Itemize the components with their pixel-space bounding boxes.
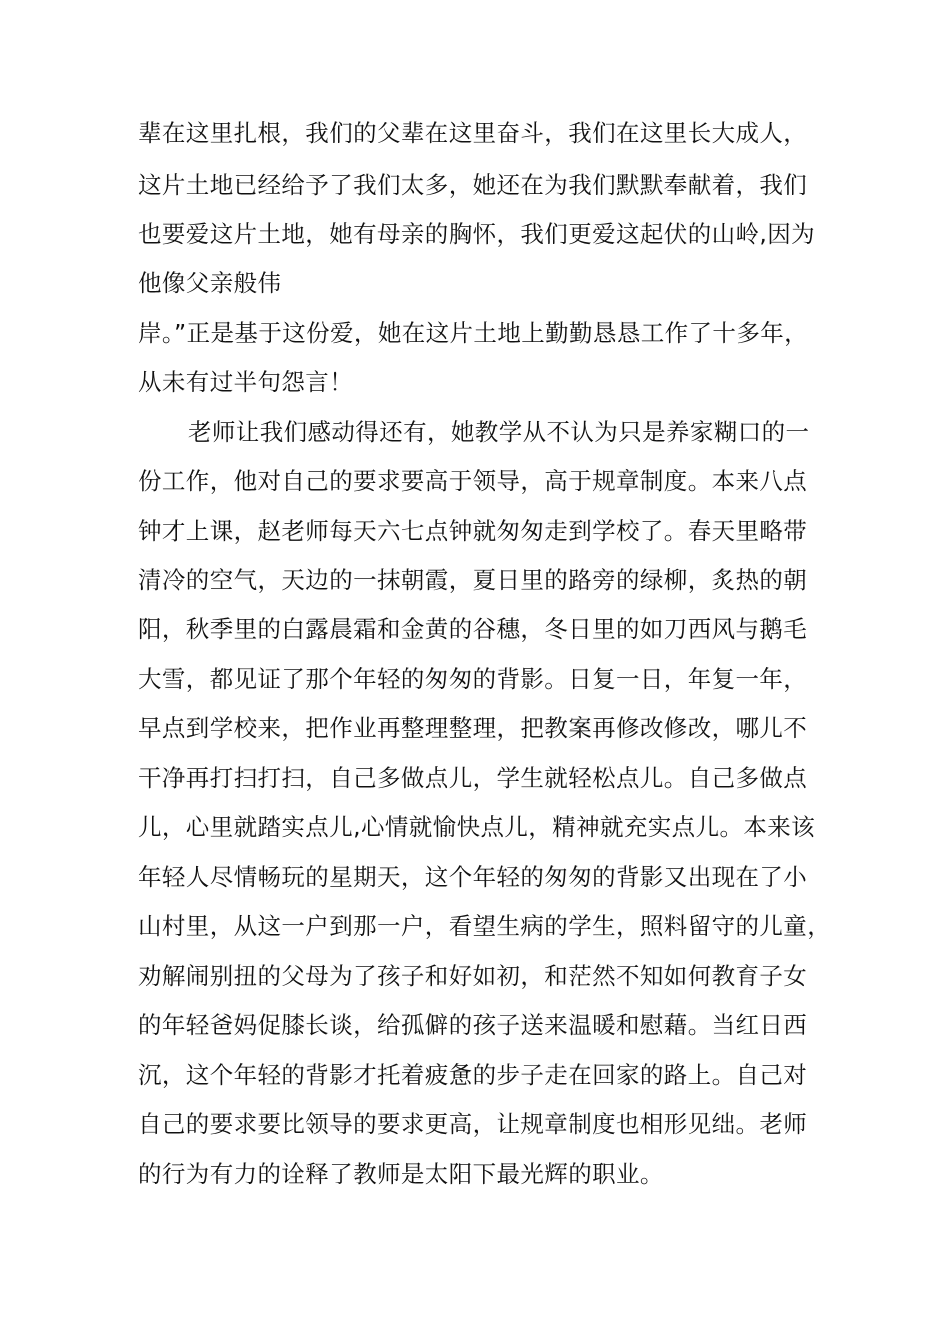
text-line: 沉，这个年轻的背影才托着疲惫的步子走在回家的路上。自己对	[138, 1061, 808, 1089]
text-line: 自己的要求要比领导的要求更高，让规章制度也相形见绌。老师	[138, 1110, 808, 1138]
paragraph-first-line: 老师让我们感动得还有，她教学从不认为只是养家糊口的一	[188, 418, 810, 446]
text-line: 他像父亲般伟	[138, 269, 282, 297]
text-line: 钟才上课，赵老师每天六七点钟就匆匆走到学校了。春天里略带	[138, 517, 808, 545]
text-line: 这片土地已经给予了我们太多，她还在为我们默默奉献着，我们	[138, 171, 808, 199]
text-line: 清冷的空气，天边的一抹朝霞，夏日里的路旁的绿柳，炙热的朝	[138, 566, 808, 594]
text-line: 大雪，都见证了那个年轻的匆匆的背影。日复一日，年复一年，	[138, 665, 808, 693]
text-line: 劝解闹别扭的父母为了孩子和好如初，和茫然不知如何教育子女	[138, 962, 808, 990]
text-line: 山村里，从这一户到那一户，看望生病的学生，照料留守的儿童，	[138, 912, 832, 940]
text-line: 从未有过半句怨言！	[138, 368, 354, 396]
text-line: 早点到学校来，把作业再整理整理，把教案再修改修改，哪儿不	[138, 714, 808, 742]
text-line: 年轻人尽情畅玩的星期天，这个年轻的匆匆的背影又出现在了小	[138, 863, 808, 891]
text-line: 干净再打扫打扫，自己多做点儿，学生就轻松点儿。自己多做点	[138, 764, 808, 792]
text-line: 也要爱这片土地，她有母亲的胸怀，我们更爱这起伏的山岭,因为	[138, 220, 816, 248]
text-line: 阳，秋季里的白露晨霜和金黄的谷穗，冬日里的如刀西风与鹅毛	[138, 615, 808, 643]
text-line: 的年轻爸妈促膝长谈，给孤僻的孩子送来温暖和慰藉。当红日西	[138, 1011, 808, 1039]
text-line: 岸。”正是基于这份爱，她在这片土地上勤勤恳恳工作了十多年，	[138, 319, 809, 347]
text-line: 儿，心里就踏实点儿,心情就愉快点儿，精神就充实点儿。本来该	[138, 813, 816, 841]
text-line: 的行为有力的诠释了教师是太阳下最光辉的职业。	[138, 1160, 664, 1188]
text-line: 份工作，他对自己的要求要高于领导，高于规章制度。本来八点	[138, 467, 808, 495]
text-line: 辈在这里扎根，我们的父辈在这里奋斗，我们在这里长大成人，	[138, 119, 808, 147]
